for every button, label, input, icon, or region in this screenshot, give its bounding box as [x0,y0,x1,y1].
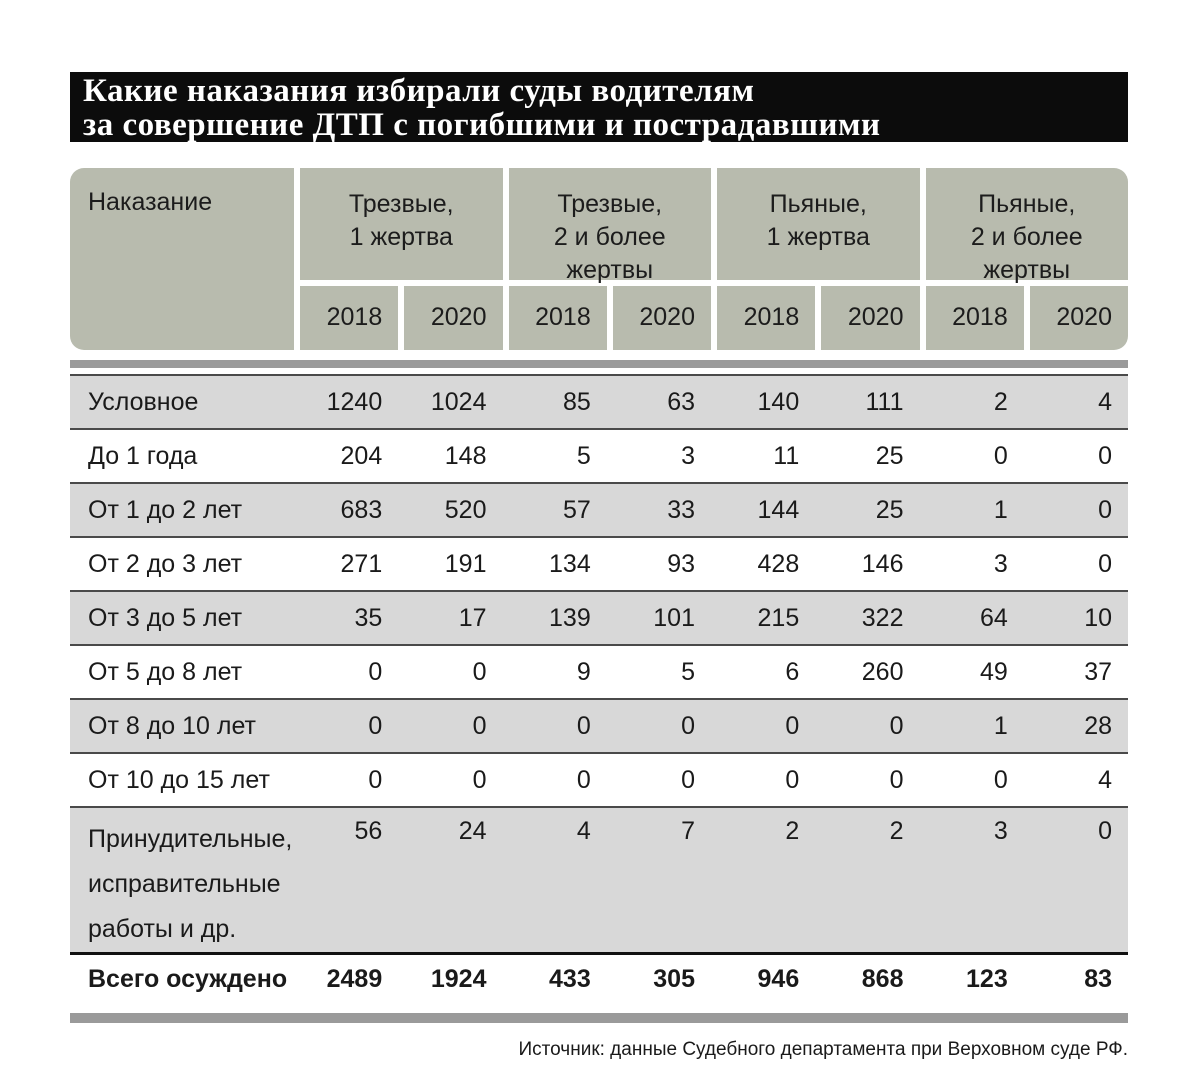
total-cell-value: 2489 [326,964,383,993]
cell-value: 4 [576,817,591,845]
cell-value: 11 [773,441,800,470]
cell-value: 2 [889,817,904,845]
cell-value: 1024 [430,387,487,416]
cell-value: 1 [993,495,1008,524]
title-line-1: Какие наказания избирали суды водителям [83,73,755,109]
cell-value: 0 [681,765,695,794]
cell-value: 6 [785,657,800,686]
cell-value: 3 [993,549,1008,578]
cell-value: 0 [785,711,800,740]
row-label: От 1 до 2 лет [88,495,243,524]
table-row [70,428,1128,482]
cell-value: 0 [368,765,383,794]
group-label-line: жертвы [566,256,654,284]
table-header [70,168,1128,350]
cell-value: 0 [472,657,487,686]
table-row [70,698,1128,752]
table-total-row [70,952,1128,1003]
cell-value: 64 [979,603,1008,632]
infographic-content [70,72,1128,1061]
year-header: 2018 [509,286,607,350]
cell-value: 144 [757,495,800,524]
cell-value: 10 [1084,603,1112,632]
row-label: От 5 до 8 лет [88,657,243,686]
column-group-sober-2plus-victims [509,168,712,284]
row-label: До 1 года [88,441,198,470]
cell-value: 0 [993,441,1008,470]
year-header: 2018 [300,286,398,350]
cell-value: 5 [576,441,591,470]
year-header: 2018 [926,286,1024,350]
cell-value: 93 [667,549,695,578]
cell-value: 25 [875,441,904,470]
cell-value: 520 [444,495,487,524]
group-label-line: 1 жертва [349,223,453,251]
cell-value: 322 [861,603,904,632]
cell-value: 191 [444,549,487,578]
year-header: 2018 [717,286,815,350]
group-label-line: жертвы [983,256,1071,284]
total-cell-value: 868 [861,964,904,993]
cell-value: 146 [861,549,904,578]
row-label: От 8 до 10 лет [88,711,256,740]
group-label-line: Трезвые, [557,190,663,218]
row-label: От 10 до 15 лет [88,765,270,794]
table-row [70,806,1128,952]
column-group-drunk-2plus-victims [926,168,1129,284]
total-row-label: Всего осуждено [88,964,288,993]
cell-value: 0 [368,711,383,740]
year-header: 2020 [404,286,502,350]
cell-value: 4 [1098,387,1112,416]
cell-value: 260 [861,657,904,686]
row-label: От 3 до 5 лет [88,603,243,632]
cell-value: 0 [1098,495,1112,524]
total-cell-value: 433 [549,964,591,993]
total-cell-value: 123 [966,964,1008,993]
cell-value: 25 [875,495,904,524]
cell-value: 139 [549,603,591,632]
group-label-line: 1 жертва [766,223,870,251]
group-label-line: Трезвые, [348,190,454,218]
cell-value: 0 [681,711,695,740]
cell-value: 33 [667,495,695,524]
cell-value: 5 [681,657,695,686]
cell-value: 0 [1098,549,1112,578]
cell-value: 2 [785,817,800,845]
cell-value: 57 [562,495,591,524]
table-body [70,374,1128,1003]
table-row [70,590,1128,644]
cell-value: 4 [1098,765,1112,794]
cell-value: 3 [993,817,1008,845]
year-header: 2020 [1030,286,1128,350]
column-group-drunk-1-victim [717,168,920,280]
cell-value: 683 [340,495,383,524]
group-label-line: 2 и более [553,223,666,251]
cell-value: 9 [576,657,591,686]
cell-value: 17 [458,603,487,632]
table-row [70,752,1128,806]
table-row [70,644,1128,698]
cell-value: 49 [979,657,1008,686]
column-group-sober-1-victim [300,168,503,280]
cell-value: 2 [993,387,1008,416]
group-label-line: 2 и более [970,223,1083,251]
group-label-line: Пьяные, [978,190,1076,218]
row-label: Принудительные, исправительные работы и др. [88,825,293,943]
source-note: Источник: данные Судебного департамента при Верховном суде РФ. [518,1039,1128,1060]
cell-value: 101 [653,603,695,632]
cell-value: 0 [472,765,487,794]
cell-value: 0 [993,765,1008,794]
cell-value: 1 [993,711,1008,740]
bottom-divider-bar [70,1013,1128,1023]
total-cell-value: 305 [653,964,695,993]
cell-value: 148 [444,441,487,470]
cell-value: 85 [562,387,591,416]
cell-value: 24 [458,817,487,845]
cell-value: 0 [576,765,591,794]
cell-value: 0 [576,711,591,740]
row-label: От 2 до 3 лет [88,549,243,578]
cell-value: 3 [681,441,695,470]
cell-value: 1240 [326,387,383,416]
cell-value: 204 [340,441,383,470]
cell-value: 0 [889,711,904,740]
cell-value: 271 [340,549,383,578]
cell-value: 0 [1098,817,1112,845]
cell-value: 56 [354,817,383,845]
top-divider-bar [70,360,1128,368]
cell-value: 0 [368,657,383,686]
total-cell-value: 946 [757,964,800,993]
cell-value: 134 [549,549,591,578]
cell-value: 7 [681,817,695,845]
cell-value: 140 [757,387,800,416]
cell-value: 28 [1084,711,1112,740]
year-header: 2020 [613,286,711,350]
cell-value: 0 [785,765,800,794]
cell-value: 37 [1084,657,1112,686]
column-header-punishment: Наказание [70,168,294,350]
title-banner [70,72,1128,142]
table-row [70,482,1128,536]
total-cell-value: 83 [1084,964,1112,993]
cell-value: 0 [1098,441,1112,470]
cell-value: 35 [354,603,383,632]
cell-value: 63 [667,387,695,416]
row-label: Условное [88,387,199,416]
cell-value: 215 [757,603,800,632]
group-label-line: Пьяные, [769,190,867,218]
table-row [70,376,1128,428]
year-header: 2020 [821,286,919,350]
title-line-2: за совершение ДТП с погибшими и пострадавшими [83,107,881,143]
table-row [70,536,1128,590]
cell-value: 0 [472,711,487,740]
cell-value: 0 [889,765,904,794]
cell-value: 428 [757,549,800,578]
cell-value: 111 [865,387,904,416]
total-cell-value: 1924 [430,964,487,993]
